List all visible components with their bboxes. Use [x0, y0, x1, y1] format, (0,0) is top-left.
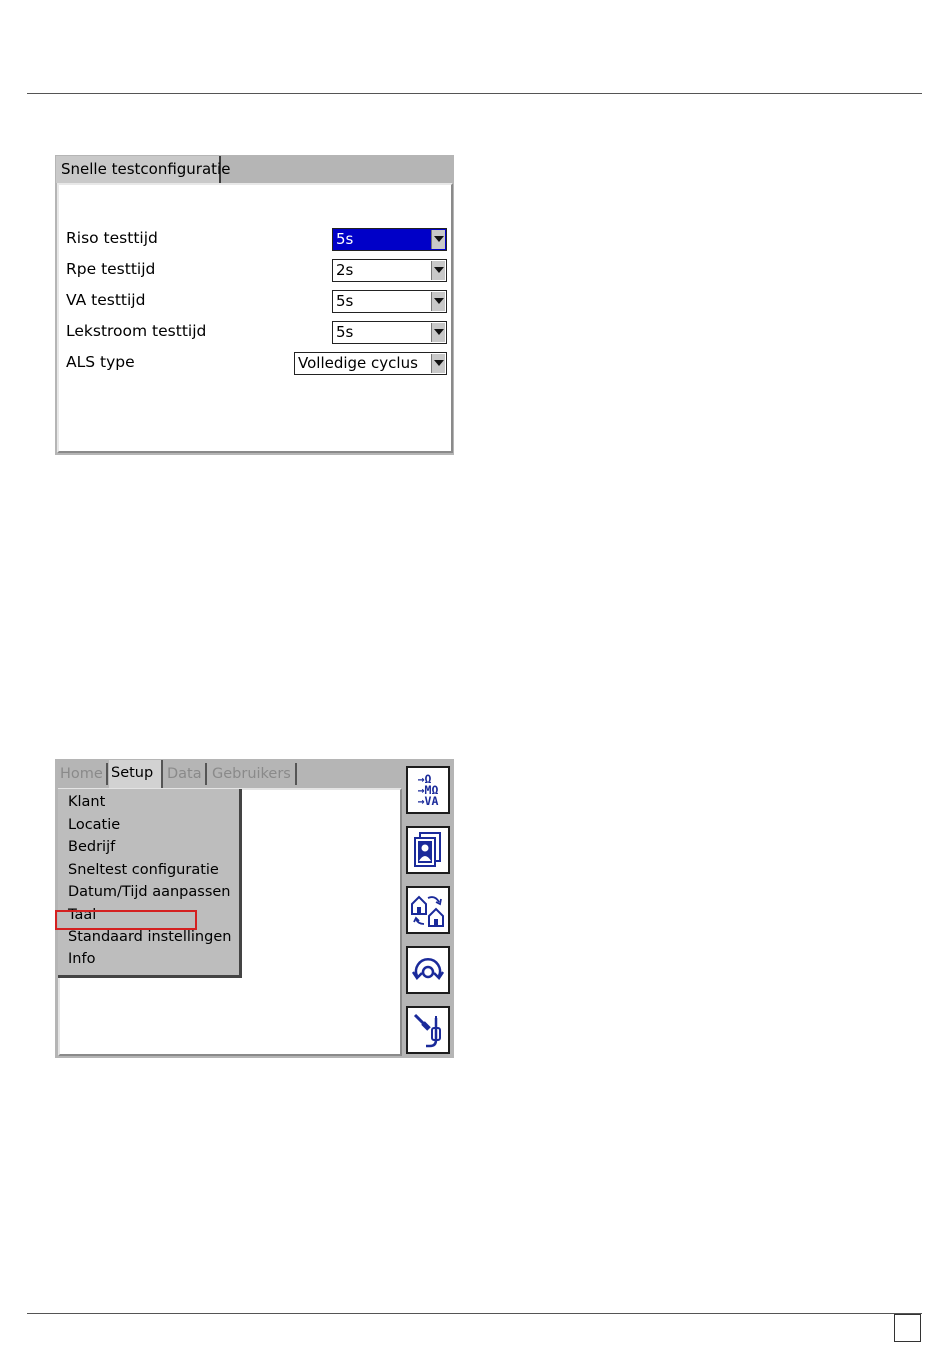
taal-highlight — [55, 910, 197, 930]
tab-home[interactable]: Home — [58, 763, 108, 785]
footer-rule — [27, 1313, 922, 1314]
menu-item-info[interactable]: Info — [68, 951, 96, 967]
test-mode-button[interactable] — [406, 766, 450, 814]
location-transfer-icon — [409, 890, 447, 930]
header-rule — [27, 93, 922, 94]
va-dropdown[interactable] — [332, 290, 447, 313]
test-mode-line-1: →Ω — [417, 771, 432, 786]
rotate-reset-button[interactable] — [406, 946, 450, 994]
tab-setup[interactable]: Setup — [109, 760, 163, 788]
config-panel — [57, 183, 453, 453]
als-type-value: Volledige cyclus — [298, 354, 418, 372]
test-mode-line-3: →VA — [417, 793, 439, 808]
chevron-down-icon[interactable] — [431, 292, 445, 311]
riso-label: Riso testtijd — [66, 229, 158, 247]
menu-item-sneltest-configuratie[interactable]: Sneltest configuratie — [68, 862, 219, 878]
chevron-down-icon[interactable] — [431, 323, 445, 342]
va-label: VA testtijd — [66, 291, 146, 309]
probe-button[interactable] — [406, 1006, 450, 1054]
leakage-dropdown[interactable] — [332, 321, 447, 344]
page-number-box — [894, 1314, 921, 1342]
chevron-down-icon[interactable] — [431, 354, 445, 373]
chevron-down-icon[interactable] — [431, 261, 445, 280]
menu-item-datum-tijd[interactable]: Datum/Tijd aanpassen — [68, 884, 231, 900]
riso-dropdown[interactable] — [332, 228, 447, 251]
tab-users[interactable]: Gebruikers — [210, 763, 297, 785]
rotate-reset-icon — [410, 952, 446, 988]
menu-item-bedrijf[interactable]: Bedrijf — [68, 839, 116, 855]
als-type-label: ALS type — [66, 353, 135, 371]
riso-value: 5s — [336, 230, 354, 248]
chevron-down-icon[interactable] — [431, 230, 445, 249]
rpe-value: 2s — [336, 261, 354, 279]
leakage-label: Lekstroom testtijd — [66, 322, 207, 340]
als-type-dropdown[interactable] — [294, 352, 447, 375]
tab-quick-test-config[interactable]: Snelle testconfiguratie — [56, 156, 221, 183]
quick-test-config-screen — [55, 155, 454, 455]
rpe-dropdown[interactable] — [332, 259, 447, 282]
setup-menu — [58, 789, 242, 978]
menu-item-taal[interactable]: Taal — [68, 907, 97, 923]
location-transfer-button[interactable] — [406, 886, 450, 934]
test-mode-line-2: →MΩ — [417, 782, 439, 797]
menu-item-standaard-instellingen[interactable]: Standaard instellingen — [68, 929, 232, 945]
rpe-label: Rpe testtijd — [66, 260, 156, 278]
probe-icon — [410, 1010, 446, 1050]
test-mode-icon — [417, 771, 439, 808]
setup-screen — [55, 759, 454, 1058]
user-document-icon — [412, 831, 444, 869]
leakage-value: 5s — [336, 323, 354, 341]
user-document-button[interactable] — [406, 826, 450, 874]
menu-item-locatie[interactable]: Locatie — [68, 817, 121, 833]
menu-item-klant[interactable]: Klant — [68, 794, 106, 810]
va-value: 5s — [336, 292, 354, 310]
tab-data[interactable]: Data — [165, 763, 207, 785]
